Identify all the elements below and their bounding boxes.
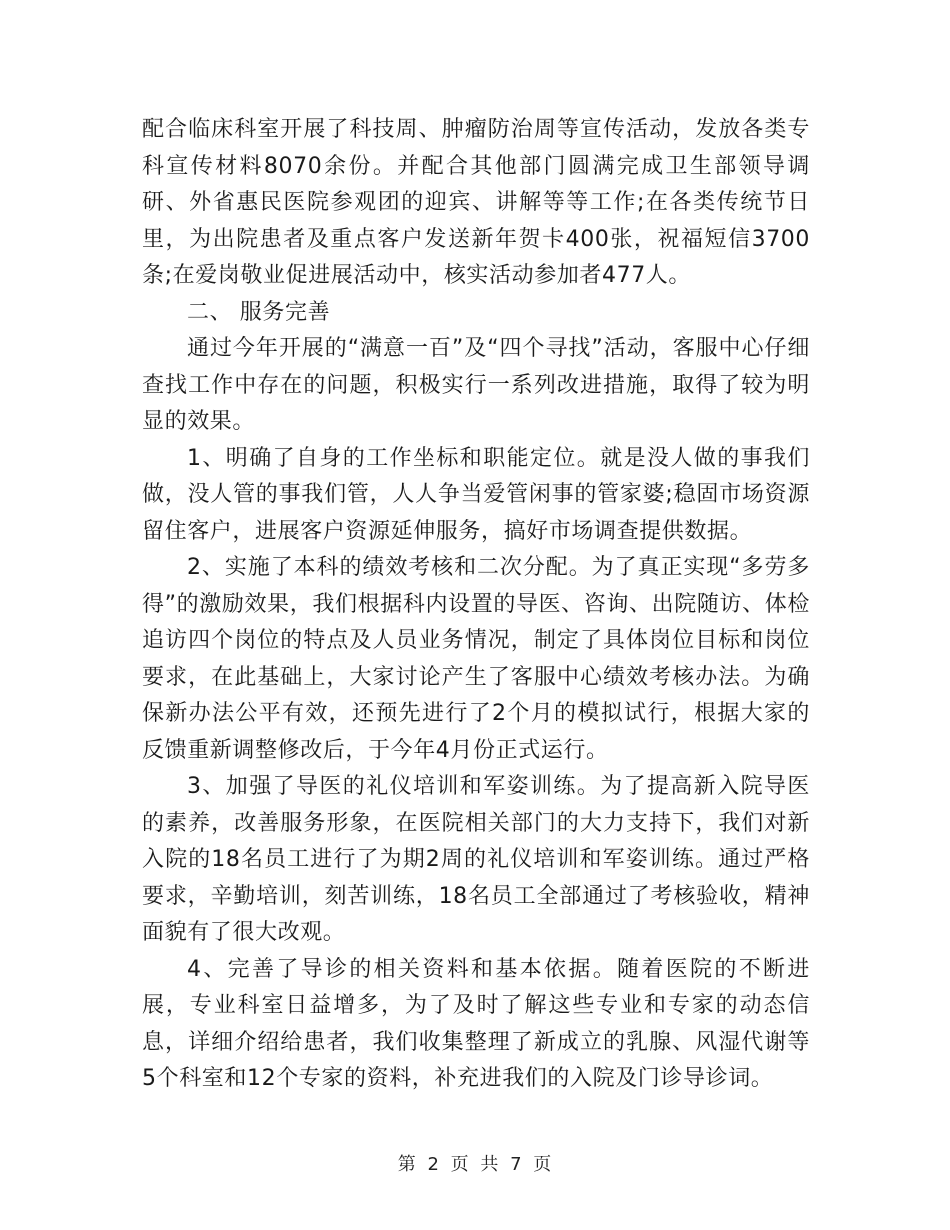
paragraph-item-1: 1、明确了自身的工作坐标和职能定位。就是没人做的事我们做，没人管的事我们管，人人争当爱管闲事的管家婆;稳固市场资源留住客户，进展客户资源延伸服务，搞好市场调查提供数据。 [142, 445, 810, 544]
paragraph-intro: 通过今年开展的“满意一百”及“四个寻找”活动，客服中心仔细查找工作中存在的问题，积极实行一系列改进措施，取得了较为明显的效果。 [142, 336, 810, 434]
section-heading-service-improvement: 二、 服务完善 [187, 299, 331, 325]
paragraph-item-4: 4、完善了导诊的相关资料和基本依据。随着医院的不断进展，专业科室日益增多，为了及时了解这些专业和专家的动态信息，详细介绍给患者，我们收集整理了新成立的乳腺、风湿代谢等5个科室和12个专家的资料，补充进我们的入院及门诊导诊词。 [142, 956, 810, 1091]
document-body [142, 112, 810, 1098]
page-footer: 第 2 页 共 7 页 [397, 1154, 553, 1175]
paragraph-item-2: 2、实施了本科的绩效考核和二次分配。为了真正实现“多劳多得”的激励效果，我们根据科内设置的导医、咨询、出院随访、体检追访四个岗位的特点及人员业务情况，制定了具体岗位目标和岗位要求，在此基础上，大家讨论产生了客服中心绩效考核办法。为确保新办法公平有效，还预先进行了2个月的模拟试行，根据大家的反馈重新调整修改后，于今年4月份正式运行。 [142, 555, 810, 763]
paragraph-continued: 配合临床科室开展了科技周、肿瘤防治周等宣传活动，发放各类专科宣传材料8070余份。并配合其他部门圆满完成卫生部领导调研、外省惠民医院参观团的迎宾、讲解等等工作;在各类传统节日里，为出院患者及重点客户发送新年贺卡400张，祝福短信3700条;在爱岗敬业促进展活动中，核实活动参加者477人。 [142, 117, 810, 288]
paragraph-item-3: 3、加强了导医的礼仪培训和军姿训练。为了提高新入院导医的素养，改善服务形象，在医院相关部门的大力支持下，我们对新入院的18名员工进行了为期2周的礼仪培训和军姿训练。通过严格要求，辛勤培训，刻苦训练，18名员工全部通过了考核验收，精神面貌有了很大改观。 [142, 774, 810, 945]
